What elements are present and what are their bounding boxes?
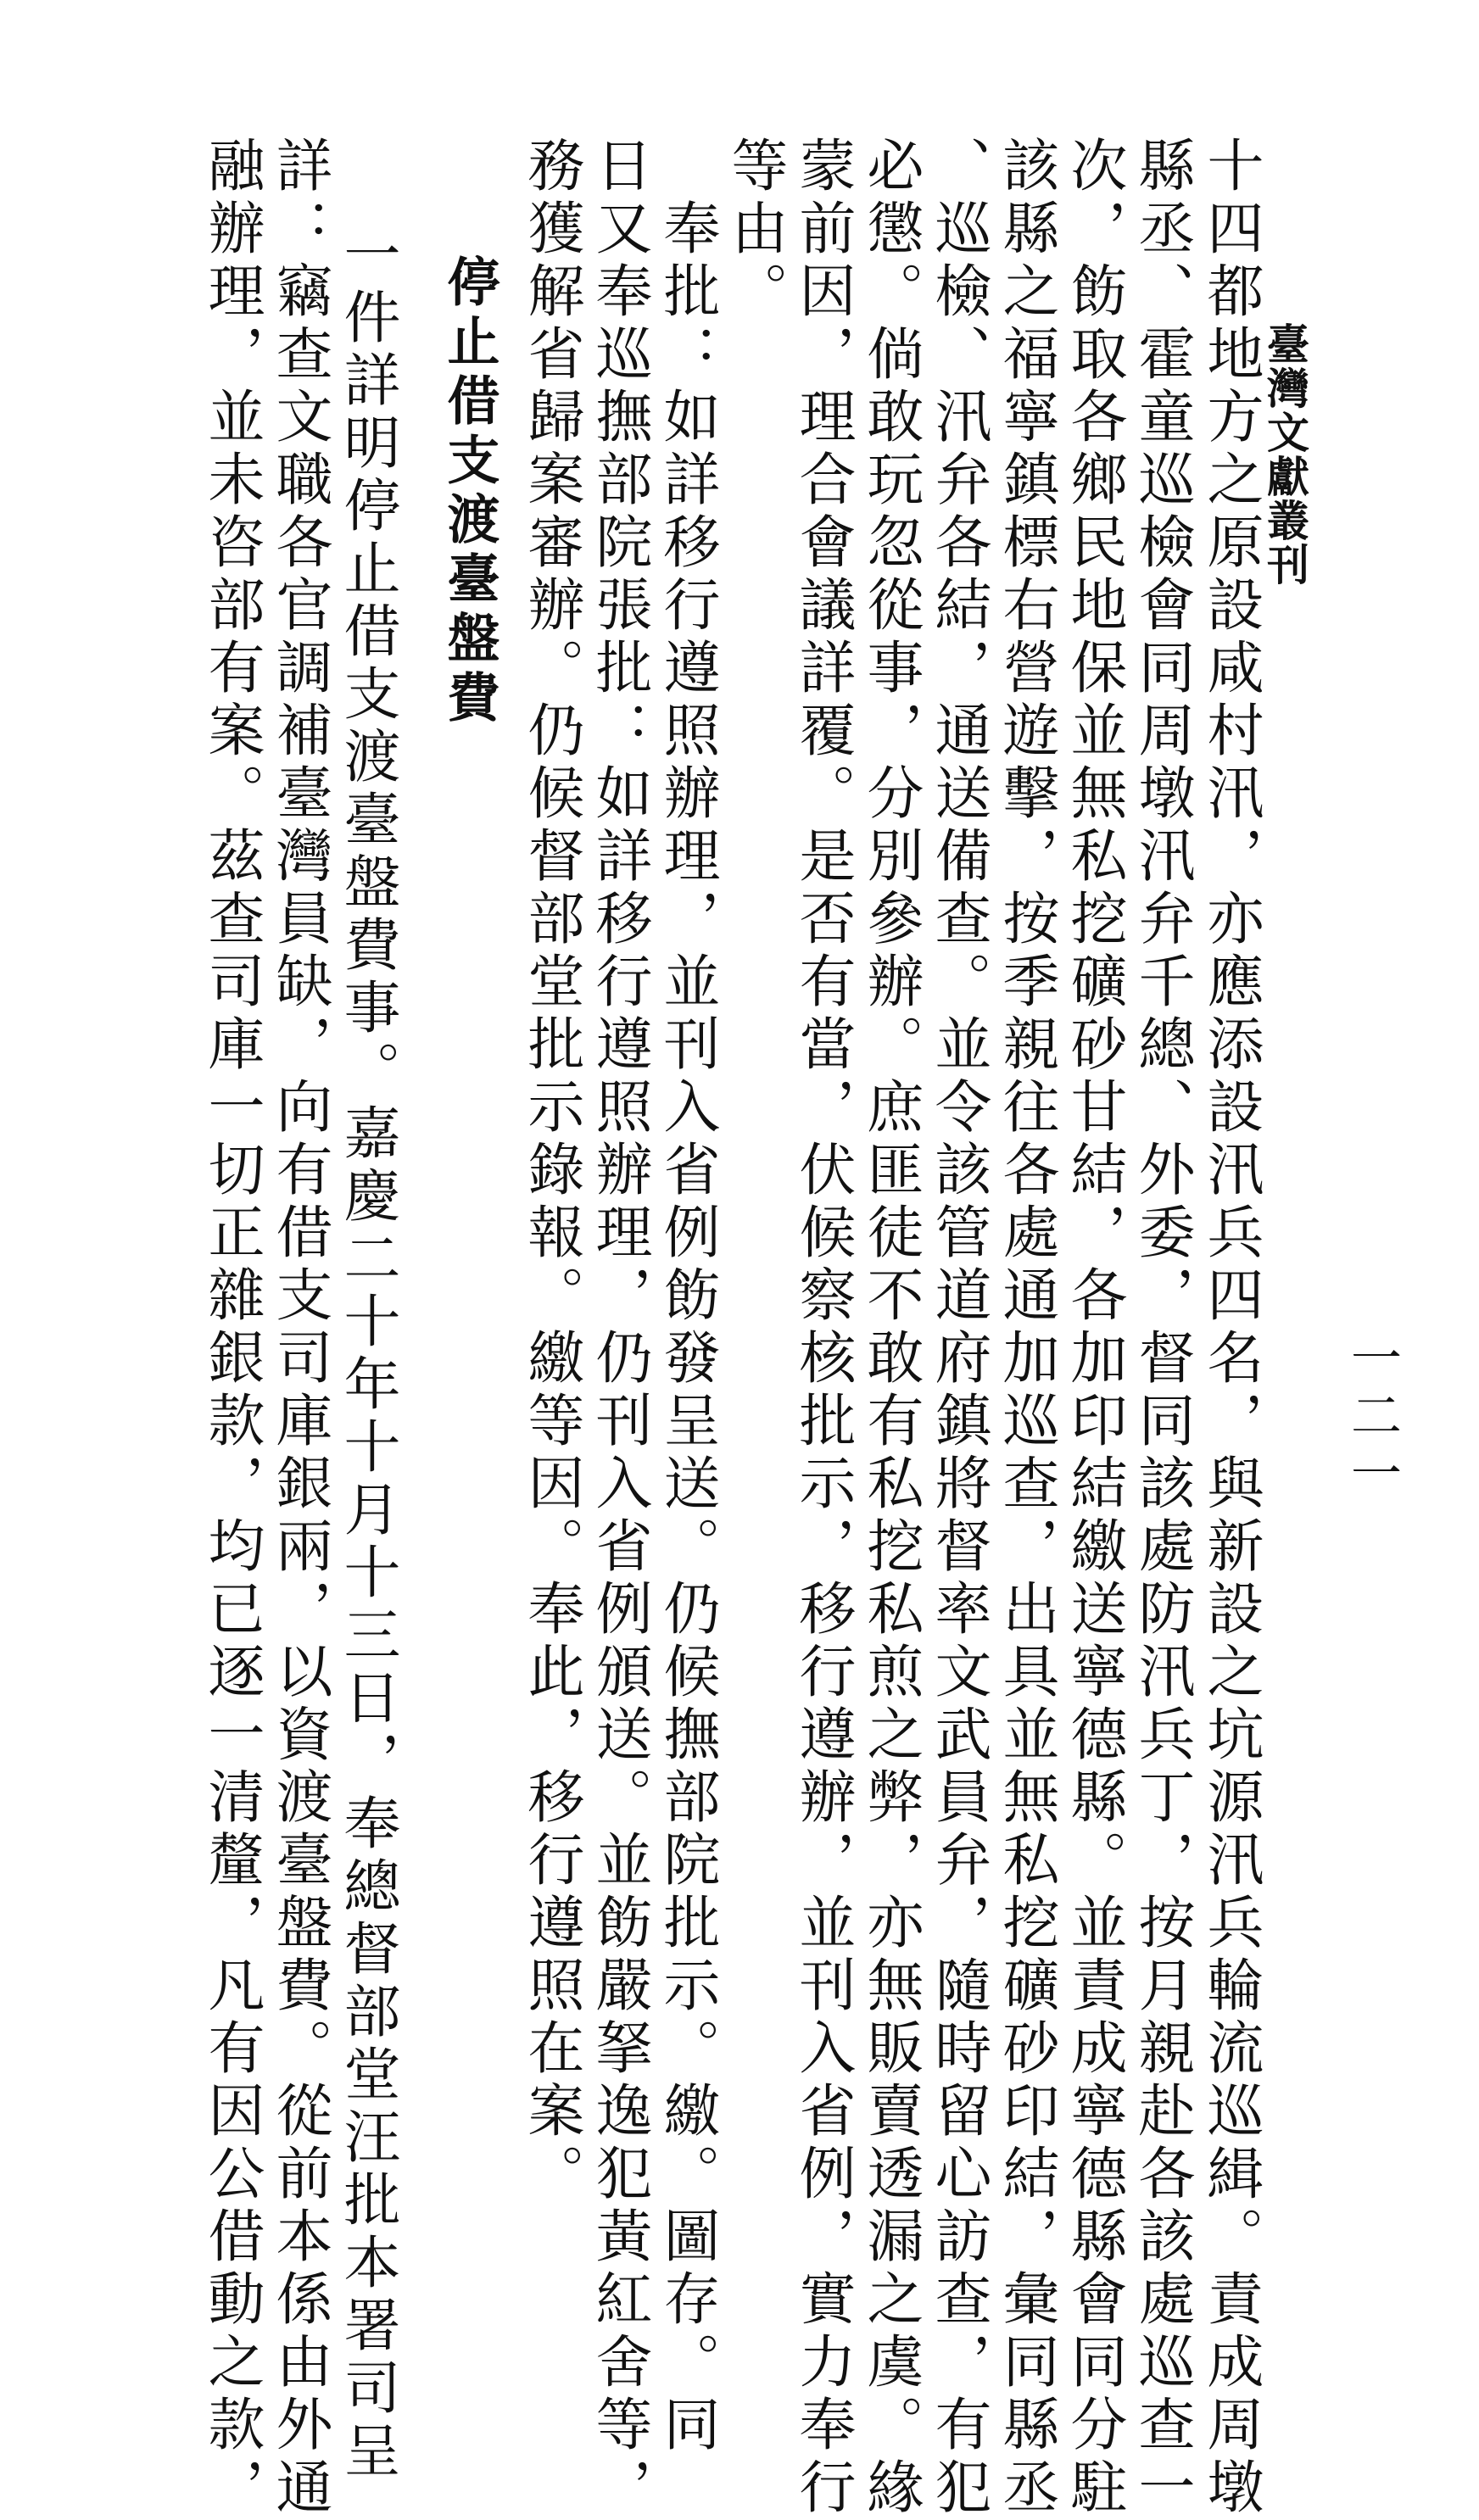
text-column: 融辦理，並未咨部有案。茲查司庫一切正雜銀款，均已逐一清釐，凡有因公借動之款， xyxy=(199,136,265,2520)
text-column: 奉批：如詳移行遵照辦理，並刊入省例飭發呈送。仍候撫部院批示。繳。圖存。同 xyxy=(655,136,721,2457)
text-column: 十四都地方之原設咸村汛，亦應添設汛兵四名，與新設之坑源汛兵輪流巡緝。責成周墩 xyxy=(1198,136,1264,2520)
text-column: 必懲。倘敢玩忽從事，分別參辦。庶匪徒不敢有私挖私煎之弊，亦無販賣透漏之虞。緣 xyxy=(858,136,924,2520)
text-column: 該縣之福寧鎮標右營遊擊，按季親往各處通加巡查，出具並無私挖礦砂印結，彙同縣丞 xyxy=(994,136,1060,2520)
text-column: 縣丞、霍童巡檢會同周墩汛弁千總、外委，督同該處防汛兵丁，按月親赴各該處巡查一 xyxy=(1130,136,1196,2520)
text-column: 詳：竊查文職各官調補臺灣員缺，向有借支司庫銀兩，以資渡臺盤費。從前本係由外通 xyxy=(267,136,333,2520)
text-column: 日又奉巡撫部院張批：如詳移行遵照辦理，仍刊入省例頒送。並飭嚴拏逸犯黃紅舍等， xyxy=(587,136,653,2520)
text-column: 等由。 xyxy=(723,136,789,324)
text-column: 蒙前因，理合會議詳覆。是否有當，伏候察核批示，移行遵辦，並刊入省例，實力奉行 xyxy=(790,136,857,2520)
page-number: 一二一 xyxy=(1342,1331,1402,1504)
running-header-title: 臺灣文獻叢刊 xyxy=(1260,322,1310,587)
text-column: 次，飭取各鄉民地保並無私挖礦砂甘結，各加印結繳送寧德縣。並責成寧德縣會同分駐 xyxy=(1062,136,1128,2520)
text-column: 一件詳明停止借支渡臺盤費事。嘉慶二十年十月十三日，奉總督部堂汪批本署司呈 xyxy=(335,225,401,2484)
text-column: 務獲解省歸案審辦。仍候督部堂批示錄報。繳等因。奉此，移行遵照在案。 xyxy=(519,136,585,2206)
text-column: 、巡檢、汛弁各結，通送備查。並令該管道府鎮將督率文武員弁，隨時留心訪查，有犯 xyxy=(926,136,992,2520)
section-heading: 停止借支渡臺盤費 xyxy=(438,254,500,729)
